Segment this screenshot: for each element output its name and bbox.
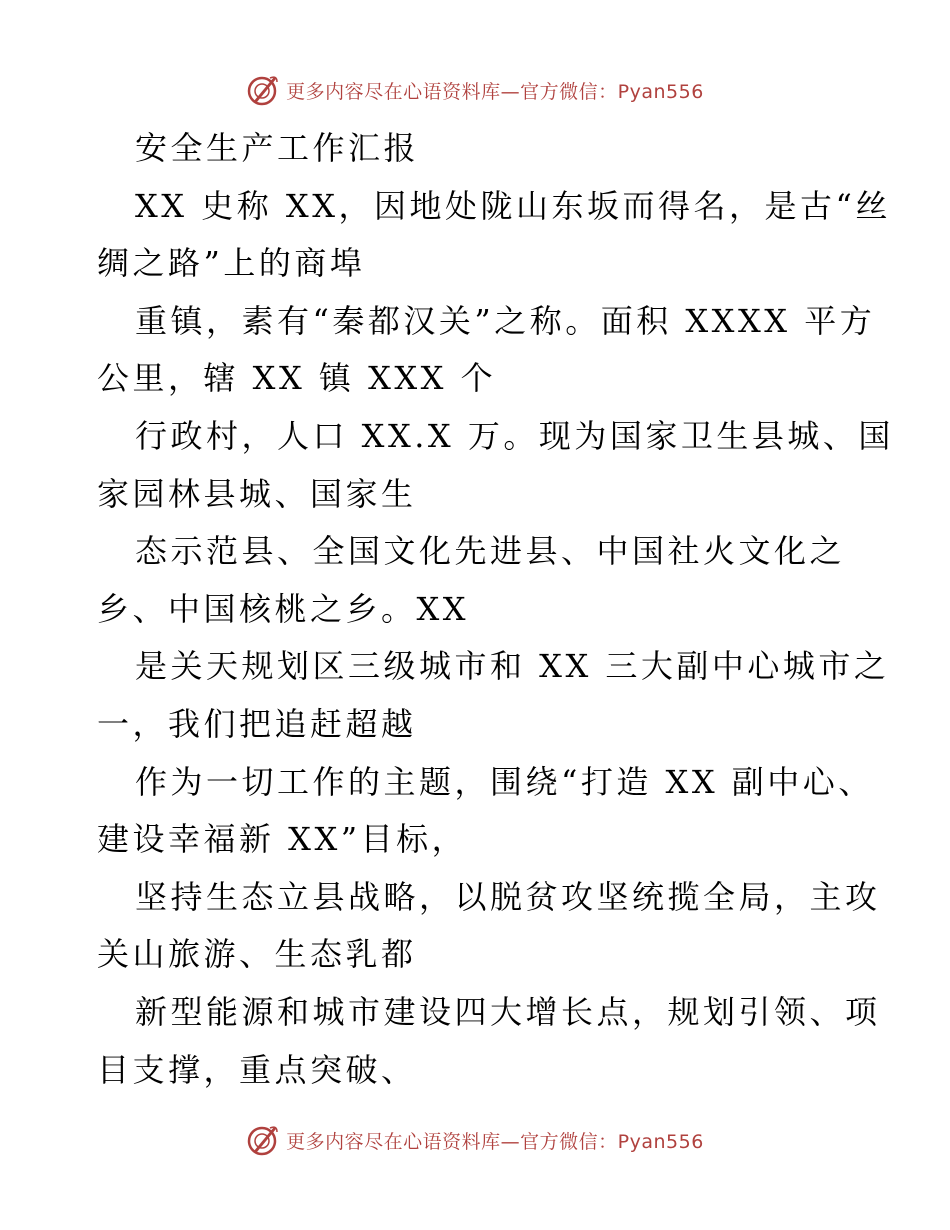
banner-text: 更多内容尽在心语资料库—官方微信：Pyan556 — [286, 80, 704, 103]
paragraph-line: XX 史称 XX，因地处陇山东坂而得名，是古“丝 — [135, 186, 891, 225]
header-banner — [0, 70, 950, 110]
paragraph-line: 乡、中国核桃之乡。XX — [97, 589, 470, 628]
banner-text: 更多内容尽在心语资料库—官方微信：Pyan556 — [286, 1130, 704, 1153]
quill-pen-logo-icon — [246, 1123, 280, 1157]
paragraph-line: 目支撑，重点突破、 — [97, 1050, 417, 1089]
paragraph-line: 坚持生态立县战略，以脱贫攻坚统揽全局，主攻 — [135, 877, 881, 916]
paragraph-line: 重镇，素有“秦都汉关”之称。面积 XXXX 平方 — [135, 301, 876, 340]
document-title: 安全生产工作汇报 — [135, 129, 420, 167]
paragraph-line: 建设幸福新 XX”目标， — [97, 820, 468, 859]
footer-banner — [0, 1120, 950, 1160]
paragraph-line: 新型能源和城市建设四大增长点，规划引领、项 — [135, 992, 881, 1031]
paragraph-line: 作为一切工作的主题，围绕“打造 XX 副中心、 — [135, 762, 874, 801]
paragraph-line: 行政村，人口 XX.X 万。现为国家卫生县城、国 — [135, 416, 894, 455]
paragraph-line: 一，我们把追赶超越 — [97, 704, 417, 743]
paragraph-line: 关山旅游、生态乳都 — [97, 935, 417, 974]
paragraph-line: 公里，辖 XX 镇 XXX 个 — [97, 359, 497, 398]
paragraph-line: 是关天规划区三级城市和 XX 三大副中心城市之 — [135, 647, 890, 686]
paragraph-line: 绸之路”上的商埠 — [97, 244, 366, 283]
quill-pen-logo-icon — [246, 73, 280, 107]
paragraph-line: 态示范县、全国文化先进县、中国社火文化之 — [135, 532, 846, 571]
document-body — [97, 120, 894, 1099]
paragraph-line: 家园林县城、国家生 — [97, 474, 417, 513]
